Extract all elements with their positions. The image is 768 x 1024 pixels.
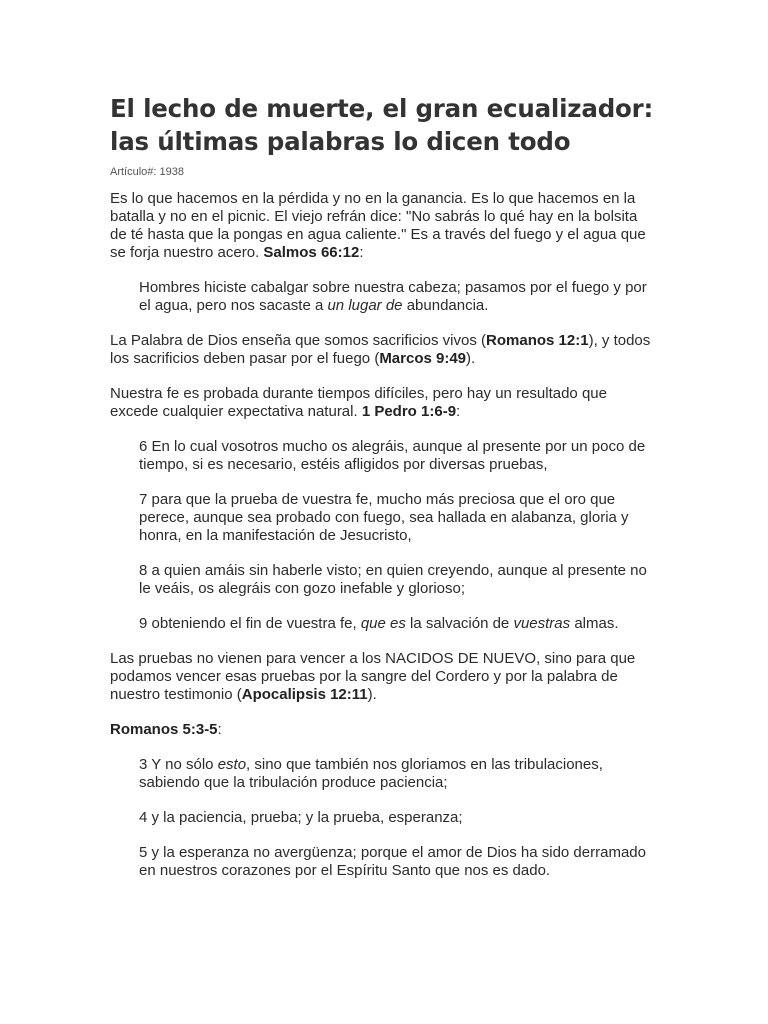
verse-6: 6 En lo cual vosotros mucho os alegráis, aunque al presente por un poco de tiempo, si es necesario, estéis afligidos por diversas pruebas, — [139, 438, 646, 473]
scripture-ref-pedro: 1 Pedro 1:6-9 — [361, 403, 457, 420]
quote-salmos: Hombres hiciste cabalgar sobre nuestra cabeza; pasamos por el fuego y por el agua, pero nos sacaste a un lugar de abundancia. — [139, 279, 647, 314]
verse-8: 8 a quien amáis sin haberle visto; en quien creyendo, aunque al presente no le veáis, os alegráis con gozo inefable y glorioso; — [139, 562, 647, 597]
article-number-label: Artículo#: — [110, 166, 157, 178]
paragraph-intro-text: Es lo que hacemos en la pérdida y no en la ganancia. Es lo que hacemos en la batalla y no en el picnic. El viejo refrán dice: "No sabrás lo qué hay en la bolsita de té hasta que la pongas en agua caliente." Es a través del fuego y el agua que se forja nuestro acero. — [110, 190, 646, 261]
quote-emphasis: un lugar de — [327, 297, 403, 314]
verse-romanos-3: 3 Y no sólo esto, sino que también nos gloriamos en las tribulaciones, sabiendo que la tribulación produce paciencia; — [139, 756, 603, 791]
scripture-ref-marcos: Marcos 9:49 — [379, 350, 467, 367]
verse-7: 7 para que la prueba de vuestra fe, mucho más preciosa que el oro que perece, aunque sea probado con fuego, sea hallada en alabanza, gloria y honra, en la manifestación de Jesucristo, — [139, 491, 629, 544]
paragraph-romanos-heading: Romanos 5:3-5: — [110, 721, 222, 738]
paragraph-sacrificios: La Palabra de Dios enseña que somos sacrificios vivos (Romanos 12:1), y todos los sacrificios deben pasar por el fuego (Marcos 9:49). — [110, 332, 651, 367]
verse-9: 9 obteniendo el fin de vuestra fe, que es la salvación de vuestras almas. — [139, 615, 619, 632]
scripture-ref-romanos-12: Romanos 12:1 — [486, 332, 589, 349]
verse-romanos-4: 4 y la paciencia, prueba; y la prueba, esperanza; — [139, 809, 463, 826]
paragraph-intro: Es lo que hacemos en la pérdida y no en la ganancia. Es lo que hacemos en la batalla y no en el picnic. El viejo refrán dice: "No sabrás lo qué hay en la bolsita de té hasta que la pongas en agua caliente." Es a través del fuego y el agua que se forja nuestro acero. Salmos 66:12: — [110, 190, 646, 261]
scripture-ref-apocalipsis: Apocalipsis 12:11 — [241, 686, 368, 703]
scripture-ref-salmos: Salmos 66:12 — [263, 244, 360, 261]
paragraph-pruebas: Las pruebas no vienen para vencer a los NACIDOS DE NUEVO, sino para que podamos vencer esas pruebas por la sangre del Cordero y por la palabra de nuestro testimonio (Apocalipsis 12:11). — [110, 650, 636, 703]
verse-romanos-5: 5 y la esperanza no avergüenza; porque el amor de Dios ha sido derramado en nuestros corazones por el Espíritu Santo que nos es dado. — [139, 844, 646, 879]
paragraph-fe-probada: Nuestra fe es probada durante tiempos difíciles, pero hay un resultado que excede cualquier expectativa natural. 1 Pedro 1:6-9: — [110, 385, 607, 420]
article-number — [110, 165, 658, 179]
scripture-ref-romanos-5: Romanos 5:3-5 — [110, 721, 218, 738]
article-number-value: 1938 — [159, 166, 185, 178]
article-title: El lecho de muerte, el gran ecualizador: las últimas palabras lo dicen todo — [110, 94, 654, 156]
